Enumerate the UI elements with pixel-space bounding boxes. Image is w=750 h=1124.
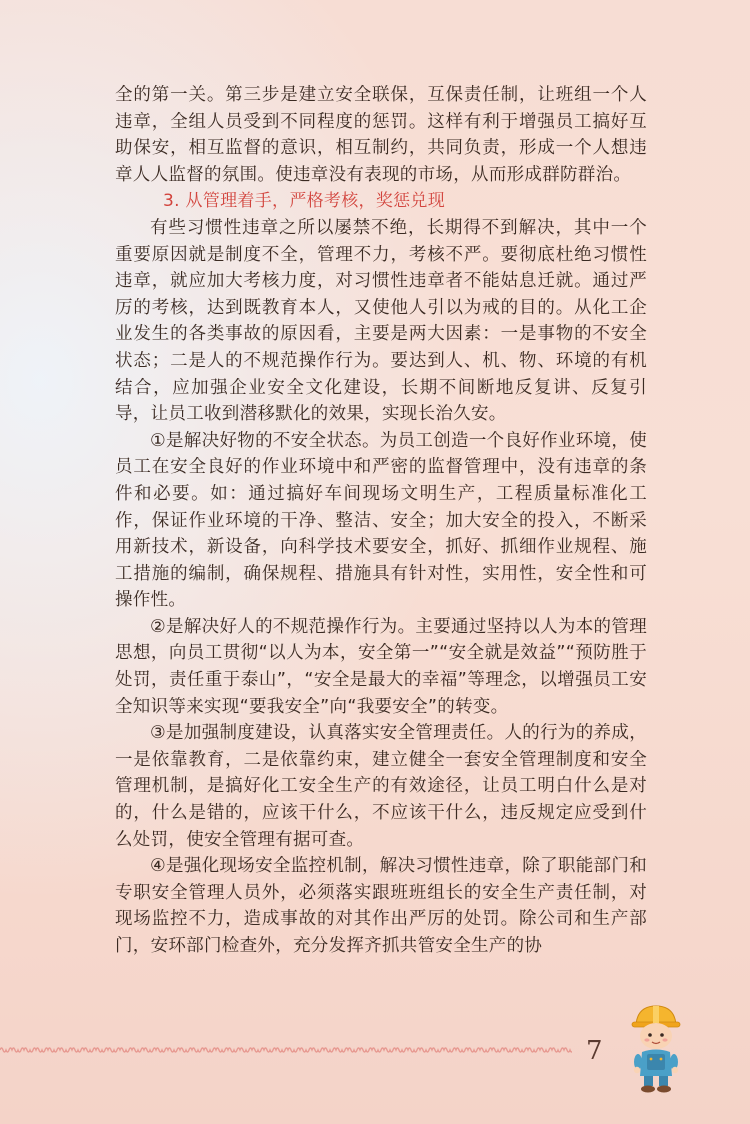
page-number: 7 (586, 1036, 603, 1066)
section-heading: 3. 从管理着手，严格考核，奖惩兑现 (163, 191, 446, 212)
safety-helmet-worker-icon (628, 1002, 684, 1094)
footer-wave-divider (0, 1046, 572, 1054)
paragraph-point-1: ①是解决好物的不安全状态。为员工创造一个良好作业环境，使员工在安全良好的作业环境中和严密的监督管理中，没有违章的条件和必要。如：通过搞好车间现场文明生产，工程质量标准化工作，保证作业环境的干净、整洁、安全；加大安全的投入，不断采用新技术，新设备，向科学技术要安全，抓好、抓细作业规程、施工措施的编制，确保规程、措施具有针对性，实用性，安全性和可操作性。 (115, 430, 647, 611)
paragraph-point-3: ③是加强制度建设，认真落实安全管理责任。人的行为的养成，一是依靠教育，二是依靠约束，建立健全一套安全管理制度和安全管理机制，是搞好化工安全生产的有效途径，让员工明白什么是对的，什么是错的，应该干什么，不应该干什么，违反规定应受到什么处罚，使安全管理有据可查。 (115, 723, 647, 850)
paragraph-continuation: 全的第一关。第三步是建立安全联保，互保责任制，让班组一个人违章，全组人员受到不同程度的惩罚。这样有利于增强员工搞好互助保安，相互监督的意识，相互制约，共同负责，形成一个人想违章人人监督的氛围。使违章没有表现的市场，从而形成群防群治。 (115, 85, 647, 185)
paragraph-point-4: ④是强化现场安全监控机制，解决习惯性违章，除了职能部门和专职安全管理人员外，必须落实跟班班组长的安全生产责任制，对现场监控不力，造成事故的对其作出严厉的处罚。除公司和生产部门，安环部门检查外，充分发挥齐抓共管安全生产的协 (115, 856, 647, 956)
body-text (115, 82, 647, 960)
paragraph-habitual-violation: 有些习惯性违章之所以屡禁不绝，长期得不到解决，其中一个重要原因就是制度不全，管理不力，考核不严。要彻底杜绝习惯性违章，就应加大考核力度，对习惯性违章者不能姑息迁就。通过严厉的考核，达到既教育本人，又使他人引以为戒的目的。从化工企业发生的各类事故的原因看，主要是两大因素：一是事物的不安全状态；二是人的不规范操作行为。要达到人、机、物、环境的有机结合，应加强企业安全文化建设，长期不间断地反复讲、反复引导，让员工收到潜移默化的效果，实现长治久安。 (115, 217, 647, 425)
paragraph-point-2: ②是解决好人的不规范操作行为。主要通过坚持以人为本的管理思想，向员工贯彻“以人为本，安全第一”“安全就是效益”“预防胜于处罚，责任重于泰山”，“安全是最大的幸福”等理念，以增强员工安全知识等来实现“要我安全”向“我要安全”的转变。 (115, 616, 647, 717)
